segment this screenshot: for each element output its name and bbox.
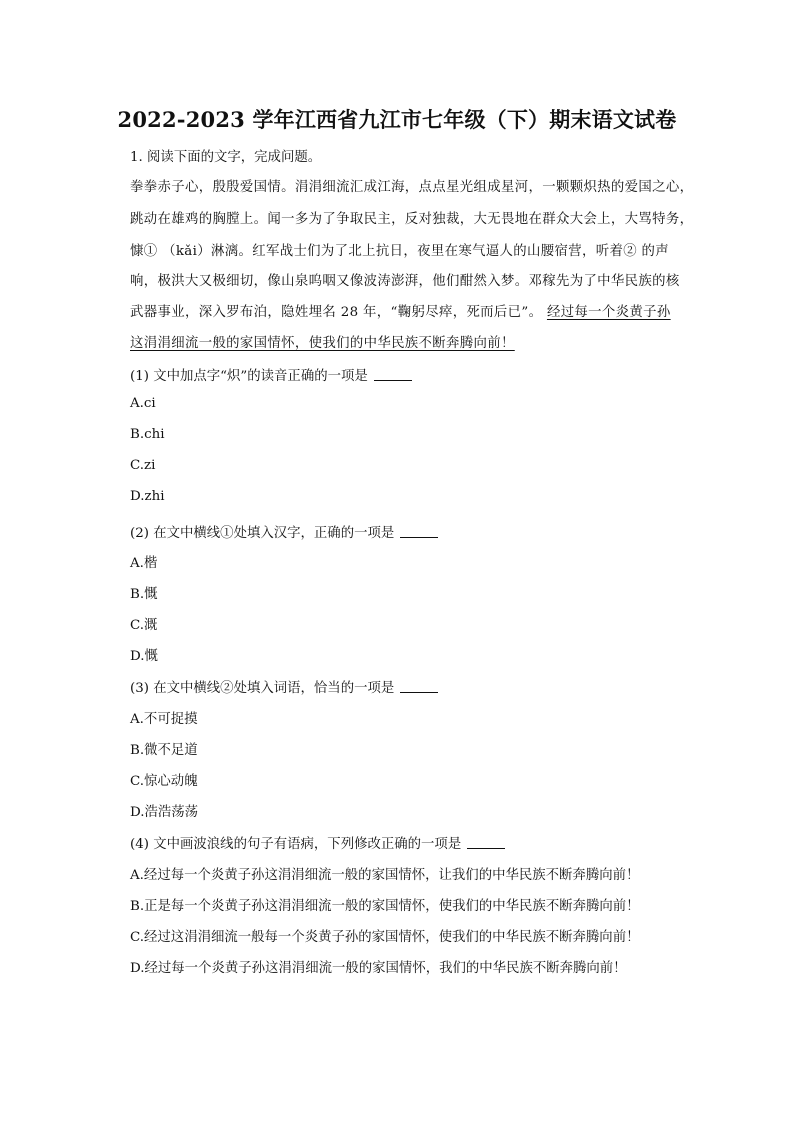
option-4a: A.经过每一个炎黄子孙这涓涓细流一般的家国情怀，让我们的中华民族不断奔腾向前！ xyxy=(130,868,640,883)
question-1-stem: 1. 阅读下面的文字，完成问题。 xyxy=(130,150,322,165)
sub-question-4 xyxy=(130,833,505,852)
passage-line-4: 响，极洪大又极细切，像山泉呜咽又像波涛澎湃，他们酣然入梦。邓稼先为了中华民族的核 xyxy=(130,274,680,289)
passage-line-3: 慷① （kǎi）淋漓。红军战士们为了北上抗日，夜里在寒气逼人的山腰宿营，听着② 的声 xyxy=(130,244,670,259)
answer-blank xyxy=(400,680,438,693)
option-2c: C.溉 xyxy=(130,618,158,633)
sub-question-2 xyxy=(130,522,438,541)
option-4c: C.经过这涓涓细流一般每一个炎黄子孙的家国情怀，使我们的中华民族不断奔腾向前！ xyxy=(130,930,640,945)
passage-line-1: 拳拳赤子心，殷殷爱国情。涓涓细流汇成江海，点点星光组成星河，一颗颗炽热的爱国之心， xyxy=(130,180,694,195)
option-3a: A.不可捉摸 xyxy=(130,712,198,727)
option-3b: B.微不足道 xyxy=(130,743,198,758)
option-1c: C.zi xyxy=(130,458,156,473)
option-2d: D.慨 xyxy=(130,649,158,664)
passage-line-5 xyxy=(130,301,671,320)
wavy-sentence-part-1: 经过每一个炎黄子孙 xyxy=(546,305,671,320)
passage-line-5-text: 武器事业，深入罗布泊，隐姓埋名 28 年，“鞠躬尽瘁，死而后已”。 xyxy=(130,305,547,320)
exam-title: 2022-2023 学年江西省九江市七年级（下）期末语文试卷 xyxy=(117,107,677,132)
option-4d: D.经过每一个炎黄子孙这涓涓细流一般的家国情怀，我们的中华民族不断奔腾向前！ xyxy=(130,961,627,976)
option-2b: B.慨 xyxy=(130,587,158,602)
option-2a: A.楷 xyxy=(130,556,158,571)
sub-question-3 xyxy=(130,677,438,696)
passage-line-6 xyxy=(130,332,515,351)
option-4b: B.正是每一个炎黄子孙这涓涓细流一般的家国情怀，使我们的中华民族不断奔腾向前！ xyxy=(130,899,640,914)
sub-question-3-text: (3) 在文中横线②处填入词语，恰当的一项是 xyxy=(130,681,395,696)
sub-question-1-text: (1) 文中加点字“炽”的读音正确的一项是 xyxy=(130,369,368,384)
answer-blank xyxy=(467,836,505,849)
answer-blank xyxy=(400,525,438,538)
passage-line-2: 跳动在雄鸡的胸膛上。闻一多为了争取民主，反对独裁，大无畏地在群众大会上，大骂特务， xyxy=(130,212,694,227)
option-3c: C.惊心动魄 xyxy=(130,774,198,789)
wavy-sentence-part-2: 这涓涓细流一般的家国情怀，使我们的中华民族不断奔腾向前！ xyxy=(130,336,515,351)
option-3d: D.浩浩荡荡 xyxy=(130,805,199,820)
answer-blank xyxy=(374,368,412,381)
sub-question-1 xyxy=(130,365,412,384)
sub-question-2-text: (2) 在文中横线①处填入汉字，正确的一项是 xyxy=(130,526,395,541)
sub-question-4-text: (4) 文中画波浪线的句子有语病，下列修改正确的一项是 xyxy=(130,837,462,852)
option-1a: A.ci xyxy=(130,396,156,411)
option-1b: B.chi xyxy=(130,427,165,442)
option-1d: D.zhi xyxy=(130,489,165,504)
